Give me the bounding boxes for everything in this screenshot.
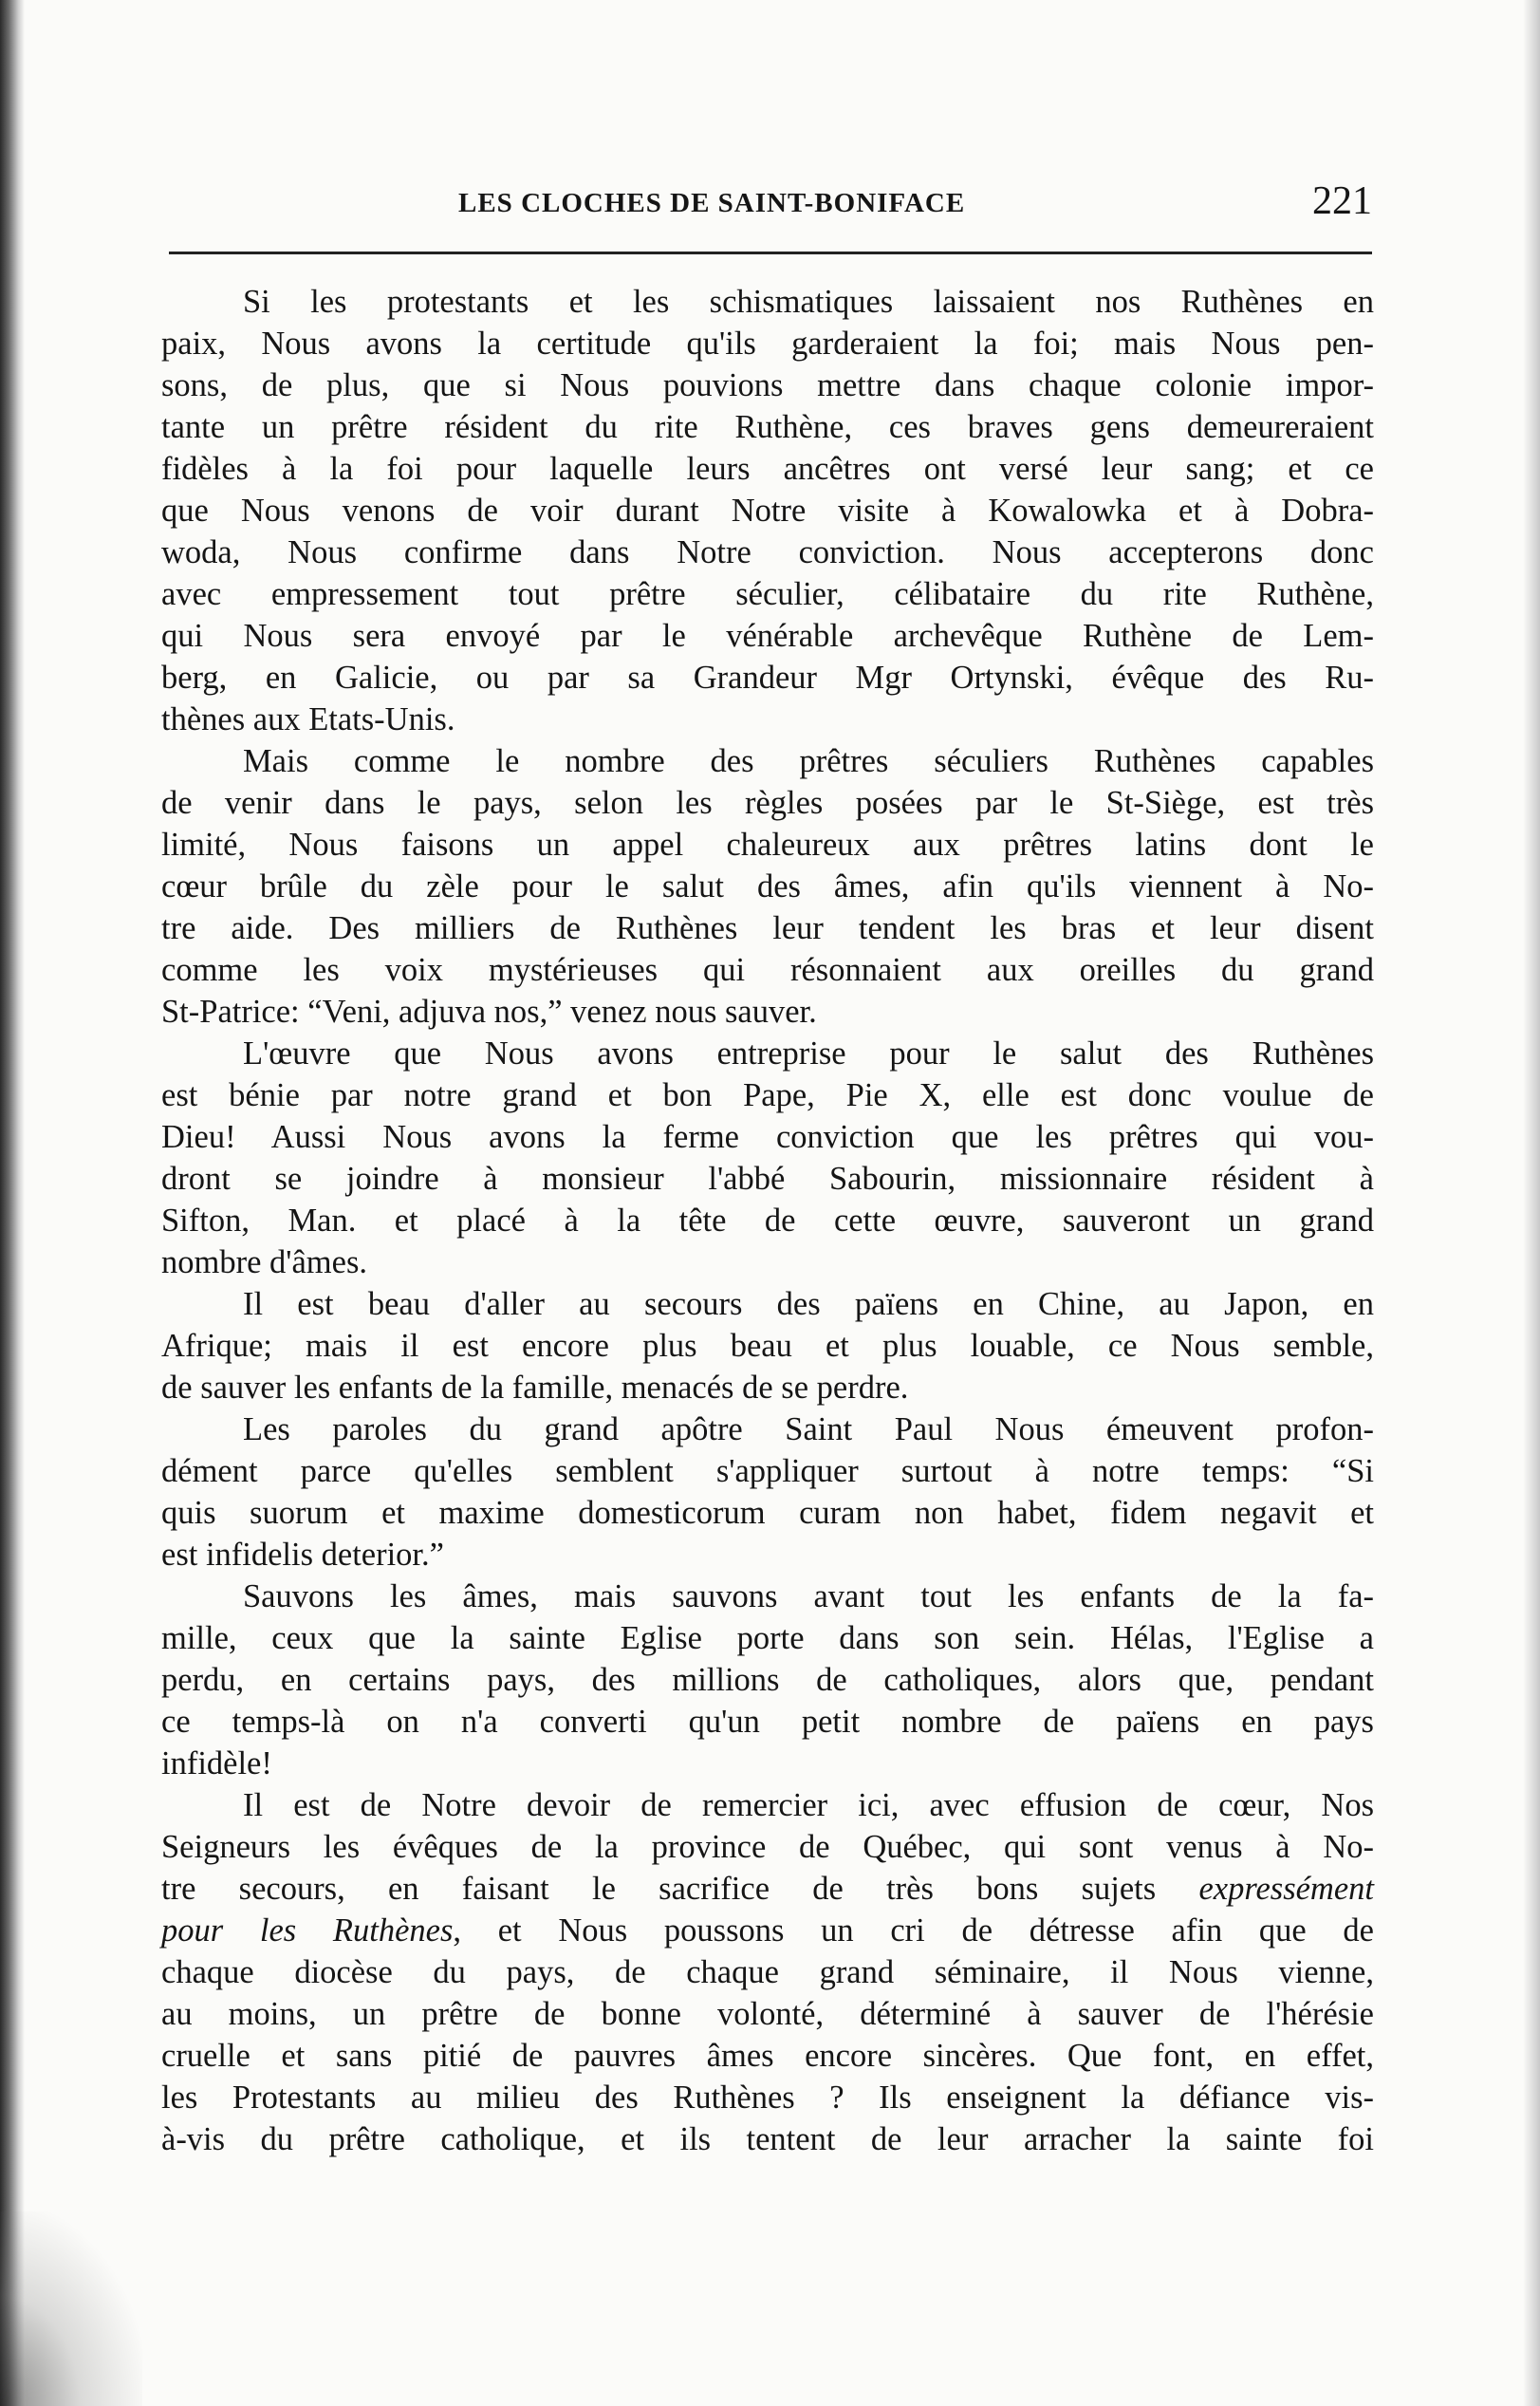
line-text: L'œuvre que Nous avons entreprise pour le salut des Ruthènes bbox=[243, 1035, 1374, 1072]
line-text: perdu, en certains pays, des millions de catholiques, alors que, pendant bbox=[161, 1662, 1374, 1698]
line-text: comme les voix mystérieuses qui résonnaient aux oreilles du grand bbox=[161, 952, 1374, 988]
text-line bbox=[161, 657, 1374, 699]
line-text: Sauvons les âmes, mais sauvons avant tout les enfants de la fa- bbox=[243, 1578, 1374, 1614]
line-text: les Protestants au milieu des Ruthènes ? Ils enseignent la défiance vis- bbox=[161, 2080, 1374, 2116]
text-line bbox=[161, 1868, 1374, 1910]
text-line bbox=[161, 406, 1374, 448]
italic-text: expressément bbox=[1198, 1871, 1374, 1907]
line-text: paix, Nous avons la certitude qu'ils garderaient la foi; mais Nous pen- bbox=[161, 326, 1374, 362]
text-line bbox=[161, 1910, 1374, 1951]
line-text: Si les protestants et les schismatiques laissaient nos Ruthènes en bbox=[243, 284, 1374, 320]
line-text: qui Nous sera envoyé par le vénérable archevêque Ruthène de Lem- bbox=[161, 618, 1374, 654]
text-line bbox=[161, 2035, 1374, 2077]
text-line bbox=[161, 448, 1374, 490]
line-text: nombre d'âmes. bbox=[161, 1244, 367, 1280]
line-text: Les paroles du grand apôtre Saint Paul Nous émeuvent profon- bbox=[243, 1411, 1374, 1447]
body-text bbox=[161, 281, 1374, 2160]
text-line bbox=[161, 532, 1374, 573]
text-line bbox=[161, 364, 1374, 406]
line-text: sons, de plus, que si Nous pouvions mettre dans chaque colonie impor- bbox=[161, 367, 1374, 403]
line-text: Il est beau d'aller au secours des païens en Chine, au Japon, en bbox=[243, 1286, 1374, 1322]
text-line bbox=[161, 740, 1374, 782]
line-text: Il est de Notre devoir de remercier ici, avec effusion de cœur, Nos bbox=[243, 1787, 1374, 1823]
line-text: cruelle et sans pitié de pauvres âmes encore sincères. Que font, en effet, bbox=[161, 2038, 1374, 2074]
header-rule bbox=[169, 252, 1372, 254]
line-text: woda, Nous confirme dans Notre conviction. Nous accepterons donc bbox=[161, 534, 1374, 570]
line-text: est infidelis deterior.” bbox=[161, 1537, 444, 1573]
text-line bbox=[161, 1283, 1374, 1325]
text-line bbox=[161, 866, 1374, 907]
running-head bbox=[169, 178, 1372, 235]
line-text: est bénie par notre grand et bon Pape, Pie X, elle est donc voulue de bbox=[161, 1077, 1374, 1113]
line-text: tre aide. Des milliers de Ruthènes leur tendent les bras et leur disent bbox=[161, 910, 1374, 946]
text-line bbox=[161, 615, 1374, 657]
line-text: de sauver les enfants de la famille, menacés de se perdre. bbox=[161, 1370, 909, 1406]
line-text: chaque diocèse du pays, de chaque grand séminaire, il Nous vienne, bbox=[161, 1954, 1374, 1990]
text-line bbox=[161, 1534, 1374, 1576]
running-head-title: LES CLOCHES DE SAINT-BONIFACE bbox=[458, 188, 966, 218]
line-text: fidèles à la foi pour laquelle leurs ancêtres ont versé leur sang; et ce bbox=[161, 451, 1374, 487]
page-binding-shadow bbox=[0, 0, 25, 2406]
line-text: Sifton, Man. et placé à la tête de cette œuvre, sauveront un grand bbox=[161, 1203, 1374, 1239]
text-line bbox=[161, 782, 1374, 824]
text-line bbox=[161, 1033, 1374, 1074]
text-line bbox=[161, 824, 1374, 866]
text-line bbox=[161, 1659, 1374, 1701]
text-line bbox=[161, 949, 1374, 991]
text-line bbox=[161, 1241, 1374, 1283]
text-line bbox=[161, 1826, 1374, 1868]
line-text: Seigneurs les évêques de la province de Québec, qui sont venus à No- bbox=[161, 1829, 1374, 1865]
line-text: ce temps-là on n'a converti qu'un petit nombre de païens en pays bbox=[161, 1704, 1374, 1740]
text-line bbox=[161, 1576, 1374, 1617]
line-text: limité, Nous faisons un appel chaleureux aux prêtres latins dont le bbox=[161, 827, 1374, 863]
text-line bbox=[161, 1784, 1374, 1826]
line-text: tre secours, en faisant le sacrifice de très bons sujets bbox=[161, 1871, 1157, 1907]
text-line bbox=[161, 1116, 1374, 1158]
line-text: que Nous venons de voir durant Notre visite à Kowalowka et à Dobra- bbox=[161, 493, 1374, 529]
text-line bbox=[161, 2118, 1374, 2160]
line-text: dément parce qu'elles semblent s'appliquer surtout à notre temps: “Si bbox=[161, 1453, 1374, 1489]
text-line bbox=[161, 991, 1374, 1033]
text-line bbox=[161, 1074, 1374, 1116]
line-text: dront se joindre à monsieur l'abbé Sabourin, missionnaire résident à bbox=[161, 1161, 1374, 1197]
line-text: avec empressement tout prêtre séculier, célibataire du rite Ruthène, bbox=[161, 576, 1374, 612]
text-line bbox=[161, 1158, 1374, 1200]
line-text: de venir dans le pays, selon les règles posées par le St-Siège, est très bbox=[161, 785, 1374, 821]
line-text: infidèle! bbox=[161, 1745, 272, 1781]
line-text: thènes aux Etats-Unis. bbox=[161, 701, 455, 737]
text-line bbox=[161, 1993, 1374, 2035]
line-text: au moins, un prêtre de bonne volonté, déterminé à sauver de l'hérésie bbox=[161, 1996, 1374, 2032]
line-text: Afrique; mais il est encore plus beau et plus louable, ce Nous semble, bbox=[161, 1328, 1374, 1364]
text-line bbox=[161, 490, 1374, 532]
text-line bbox=[161, 573, 1374, 615]
text-line bbox=[161, 907, 1374, 949]
line-text: Dieu! Aussi Nous avons la ferme conviction que les prêtres qui vou- bbox=[161, 1119, 1374, 1155]
text-line bbox=[161, 699, 1374, 740]
line-text: Mais comme le nombre des prêtres séculiers Ruthènes capables bbox=[243, 743, 1374, 779]
text-line bbox=[161, 1492, 1374, 1534]
text-line bbox=[161, 1325, 1374, 1367]
line-text: quis suorum et maxime domesticorum curam non habet, fidem negavit et bbox=[161, 1495, 1374, 1531]
text-line bbox=[161, 1367, 1374, 1408]
line-text: , et Nous poussons un cri de détresse afin que de bbox=[453, 1912, 1374, 1949]
text-line bbox=[161, 1701, 1374, 1743]
text-line bbox=[161, 323, 1374, 364]
text-line bbox=[161, 1951, 1374, 1993]
line-text: St-Patrice: “Veni, adjuva nos,” venez nous sauver. bbox=[161, 994, 817, 1030]
line-text: à-vis du prêtre catholique, et ils tentent de leur arracher la sainte foi bbox=[161, 2121, 1374, 2157]
italic-text: pour les Ruthènes bbox=[161, 1912, 454, 1949]
text-line bbox=[161, 1450, 1374, 1492]
text-line bbox=[161, 1408, 1374, 1450]
text-line bbox=[161, 1743, 1374, 1784]
line-text: berg, en Galicie, ou par sa Grandeur Mgr Ortynski, évêque des Ru- bbox=[161, 660, 1374, 696]
page-edge-shadow bbox=[1523, 0, 1540, 2406]
page-number: 221 bbox=[1312, 179, 1372, 223]
page-corner-smudge bbox=[0, 2211, 142, 2406]
text-line bbox=[161, 281, 1374, 323]
text-line bbox=[161, 1200, 1374, 1241]
line-text: cœur brûle du zèle pour le salut des âmes, afin qu'ils viennent à No- bbox=[161, 868, 1374, 905]
text-line bbox=[161, 2077, 1374, 2118]
line-text: mille, ceux que la sainte Eglise porte dans son sein. Hélas, l'Eglise a bbox=[161, 1620, 1374, 1656]
text-line bbox=[161, 1617, 1374, 1659]
line-text: tante un prêtre résident du rite Ruthène, ces braves gens demeureraient bbox=[161, 409, 1374, 445]
